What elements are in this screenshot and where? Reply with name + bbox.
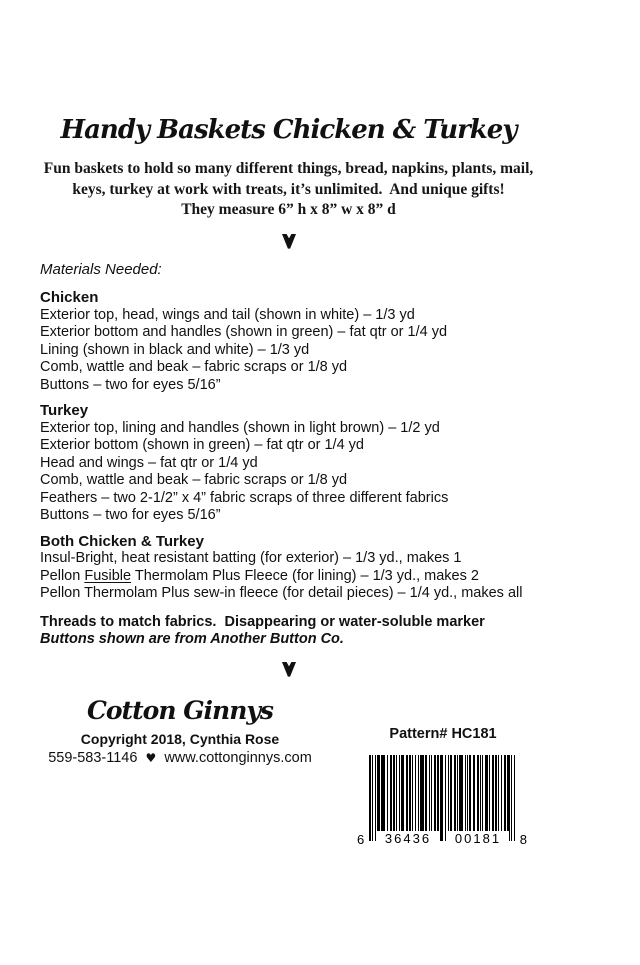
material-item: Exterior bottom and handles (shown in green) – fat qtr or 1/4 yd <box>40 324 448 340</box>
intro-paragraph <box>40 159 537 221</box>
material-item: Head and wings – fat qtr or 1/4 yd <box>40 454 258 471</box>
barcode-digit: 8 <box>519 831 529 847</box>
barcode-digit-group: 36436 <box>377 831 439 848</box>
brand-logo: Cotton Ginnys <box>86 695 274 725</box>
material-item: Pellon Thermolam Plus sew-in fleece (for detail pieces) – 1/4 yd., makes all <box>40 585 523 601</box>
website-text: www.cottonginnys.com <box>164 749 312 766</box>
material-item: Exterior top, lining and handles (shown in light brown) – 1/2 yd <box>40 419 440 436</box>
phone-number: 559-583-1146 <box>48 749 138 766</box>
materials-heading: Materials Needed: <box>40 260 162 278</box>
materials-group-chicken <box>40 289 537 394</box>
footer <box>40 677 537 964</box>
material-item: Exterior bottom (shown in green) – fat qtr or 1/4 yd <box>40 437 364 453</box>
buttons-source-note: Buttons shown are from Another Button Co. <box>40 631 344 647</box>
materials-section <box>40 261 537 649</box>
page-title: Handy Baskets Chicken & Turkey <box>60 115 517 145</box>
underlined-word: Fusible <box>84 567 132 584</box>
materials-group-both <box>40 533 537 603</box>
copyright-line: Copyright 2018, Cynthia Rose <box>80 730 280 747</box>
material-item: Pellon Fusible Thermolam Plus Fleece (for lining) – 1/3 yd., makes 2 <box>40 567 479 584</box>
brand-block <box>40 693 320 768</box>
material-item: Insul-Bright, heat resistant batting (for exterior) – 1/3 yd., makes 1 <box>40 550 462 566</box>
group-title: Turkey <box>40 402 89 419</box>
contact-line <box>40 749 320 768</box>
materials-group-turkey <box>40 402 537 525</box>
heart-icon: ♥ <box>145 750 157 765</box>
material-item: Comb, wattle and beak – fabric scraps or 1/8 yd <box>40 359 348 375</box>
material-item: Exterior top, head, wings and tail (shown in white) – 1/3 yd <box>40 306 415 323</box>
section-divider <box>40 233 537 249</box>
intro-line: Fun baskets to hold so many different things, bread, napkins, plants, mail, <box>43 160 534 177</box>
pattern-block <box>355 725 531 848</box>
notes-section <box>40 614 537 649</box>
pattern-number: Pattern# HC181 <box>389 725 497 742</box>
intro-line: They measure 6” h x 8” w x 8” d <box>181 201 396 218</box>
threads-note: Threads to match fabrics. Disappearing or water-soluble marker <box>40 613 485 630</box>
material-item: Feathers – two 2-1/2” x 4” fabric scraps of three different fabrics <box>40 489 449 506</box>
material-item: Buttons – two for eyes 5/16” <box>40 376 221 393</box>
material-item: Comb, wattle and beak – fabric scraps or 1/8 yd <box>40 472 348 488</box>
group-title: Both Chicken & Turkey <box>40 532 204 550</box>
intro-line: keys, turkey at work with treats, it’s unlimited. And unique gifts! <box>72 180 505 198</box>
content-column <box>40 0 537 964</box>
barcode-digit: 6 <box>357 831 367 847</box>
group-title: Chicken <box>40 289 99 306</box>
barcode-digit-group: 00181 <box>447 831 509 848</box>
material-item: Buttons – two for eyes 5/16” <box>40 507 221 523</box>
section-divider <box>40 661 537 677</box>
down-arrow-icon <box>282 236 296 253</box>
upc-barcode <box>357 755 529 848</box>
barcode-bars <box>357 755 529 843</box>
material-item: Lining (shown in black and white) – 1/3 yd <box>40 341 310 358</box>
